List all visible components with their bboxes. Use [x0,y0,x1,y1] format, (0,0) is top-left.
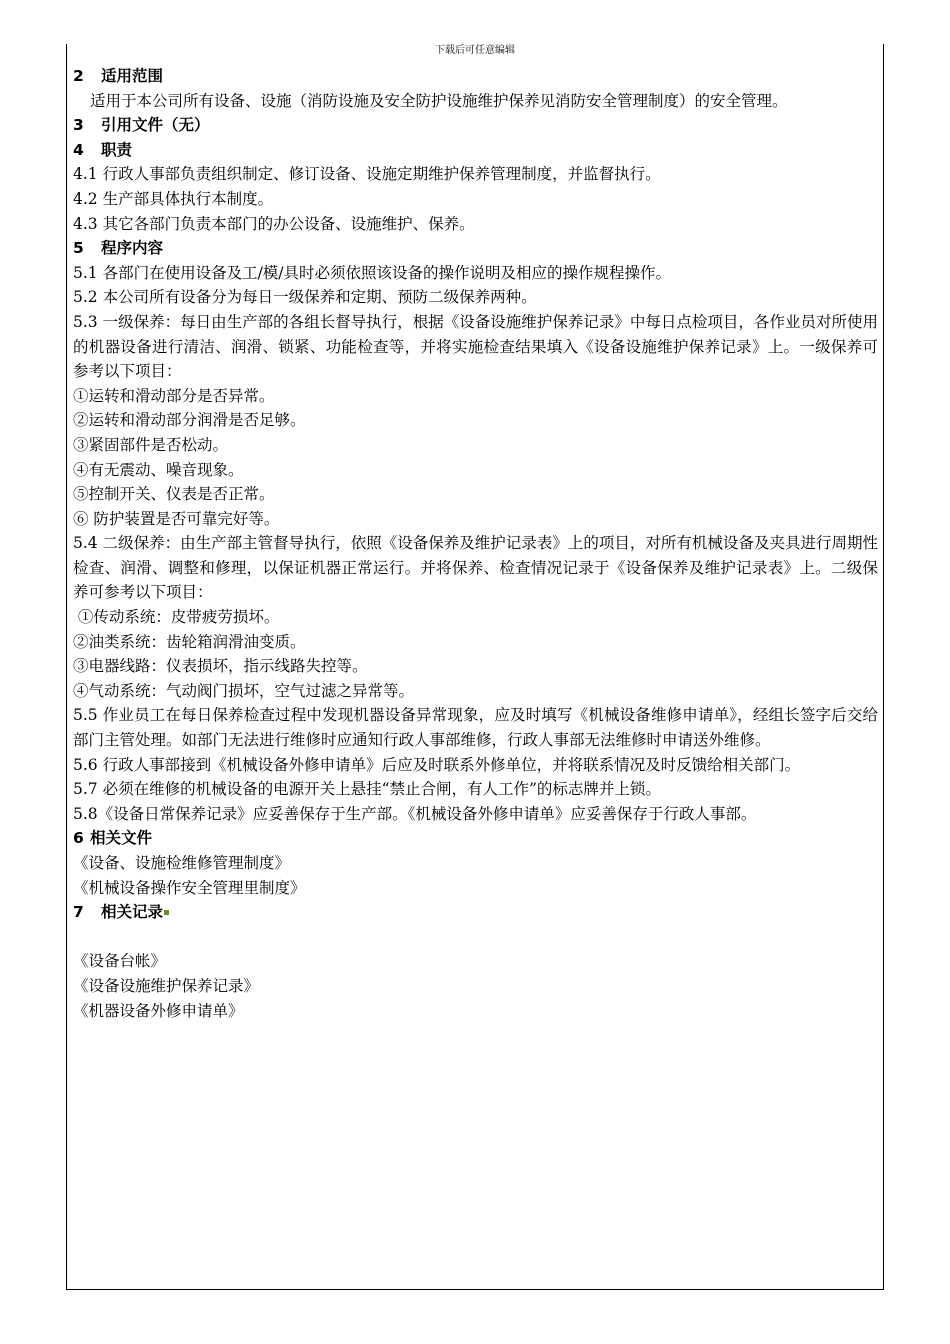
section-5-heading [73,236,878,261]
section-title: 适用范围 [101,67,164,85]
paragraph-5-6: 5.6 行政人事部接到《机械设备外修申请单》后应及时联系外修单位，并将联系情况及时反馈给相关部门。 [73,755,801,774]
paragraph-5-1: 5.1 各部门在使用设备及工/模/具时必须依照该设备的操作说明及相应的操作规程操作。 [73,263,672,282]
section-title: 相关文件 [90,829,153,848]
paragraph-5-4: 5.4 二级保养：由生产部主管督导执行，依照《设备保养及维护记录表》上的项目，对所有机械设备及夹具进行周期性检查、润滑、调整和修理，以保证机器正常运行。并将保养、检查情况记录于《设备保养及维护记录表》上。二级保养可参考以下项目： [73,534,878,602]
list-item: ⑤控制开关、仪表是否正常。 [73,485,275,504]
section-title: 职责 [101,140,133,159]
section-number: 3 [73,116,84,135]
section-4-heading [73,138,878,163]
list-item: ④气动系统：气动阀门损坏，空气过滤之异常等。 [73,681,415,700]
section-3-heading [73,113,878,138]
section-number: 7 [73,903,84,922]
list-item: ②油类系统：齿轮箱润滑油变质。 [73,632,306,651]
paragraph-5-7: 5.7 必须在维修的机械设备的电源开关上悬挂“禁止合闸，有人工作”的标志牌并上锁。 [73,780,661,799]
section-6-heading [73,826,878,851]
list-item: ③电器线路：仪表损坏，指示线路失控等。 [73,657,368,676]
paragraph-5-2: 5.2 本公司所有设备分为每日一级保养和定期、预防二级保养两种。 [73,288,537,307]
paragraph-5-8: 5.8《设备日常保养记录》应妥善保存于生产部。《机械设备外修申请单》应妥善保存于行政人事部。 [73,804,757,823]
section-number: 6 [73,829,84,848]
page-header: 下载后可任意编辑 [435,45,515,56]
document-body [73,64,878,1023]
list-item: ①运转和滑动部分是否异常。 [73,386,275,405]
section-title: 程序内容 [101,239,164,258]
list-item: 4.2 生产部具体执行本制度。 [73,189,274,208]
section-2-heading [73,64,878,89]
list-item: ⑥ 防护装置是否可靠完好等。 [73,509,280,528]
list-item: ①传动系统：皮带疲劳损坏。 [73,608,280,627]
paragraph-5-3: 5.3 一级保养：每日由生产部的各组长督导执行，根据《设备设施维护保养记录》中每日点检项目，各作业员对所使用的机器设备进行清洁、润滑、锁紧、功能检查等，并将实施检查结果填入《设备设施维护保养记录》上。一级保养可参考以下项目： [73,312,878,381]
list-item: 《设备台帐》 [73,952,167,971]
list-item: 《设备、设施检维修管理制度》 [73,854,291,872]
paragraph-5-5: 5.5 作业员工在每日保养检查过程中发现机器设备异常现象，应及时填写《机械设备维修申请单》，经组长签字后交给部门主管处理。如部门无法进行维修时应通知行政人事部维修，行政人事部无法维修时申请送外维修。 [73,706,878,750]
section-number: 2 [73,67,84,85]
section-number: 5 [73,239,84,258]
list-item: 《机械设备操作安全管理里制度》 [73,878,306,897]
anchor-marker-icon [164,910,169,915]
section-2-body: 适用于本公司所有设备、设施（消防设施及安全防护设施维护保养见消防安全管理制度）的安全管理。 [90,91,788,110]
list-item: 《机器设备外修申请单》 [73,1001,244,1020]
list-item: 4.3 其它各部门负责本部门的办公设备、设施维护、保养。 [73,214,475,233]
list-item: ③紧固部件是否松动。 [73,435,229,454]
spacer [73,925,878,950]
list-item: ④有无震动、噪音现象。 [73,460,244,479]
list-item: 《设备设施维护保养记录》 [73,976,260,995]
section-7-heading [73,900,878,925]
list-item: 4.1 行政人事部负责组织制定、修订设备、设施定期维护保养管理制度，并监督执行。 [73,165,661,184]
section-title: 引用文件（无） [101,116,210,135]
section-title: 相关记录 [101,903,164,922]
section-number: 4 [73,140,84,159]
list-item: ②运转和滑动部分润滑是否足够。 [73,411,306,430]
